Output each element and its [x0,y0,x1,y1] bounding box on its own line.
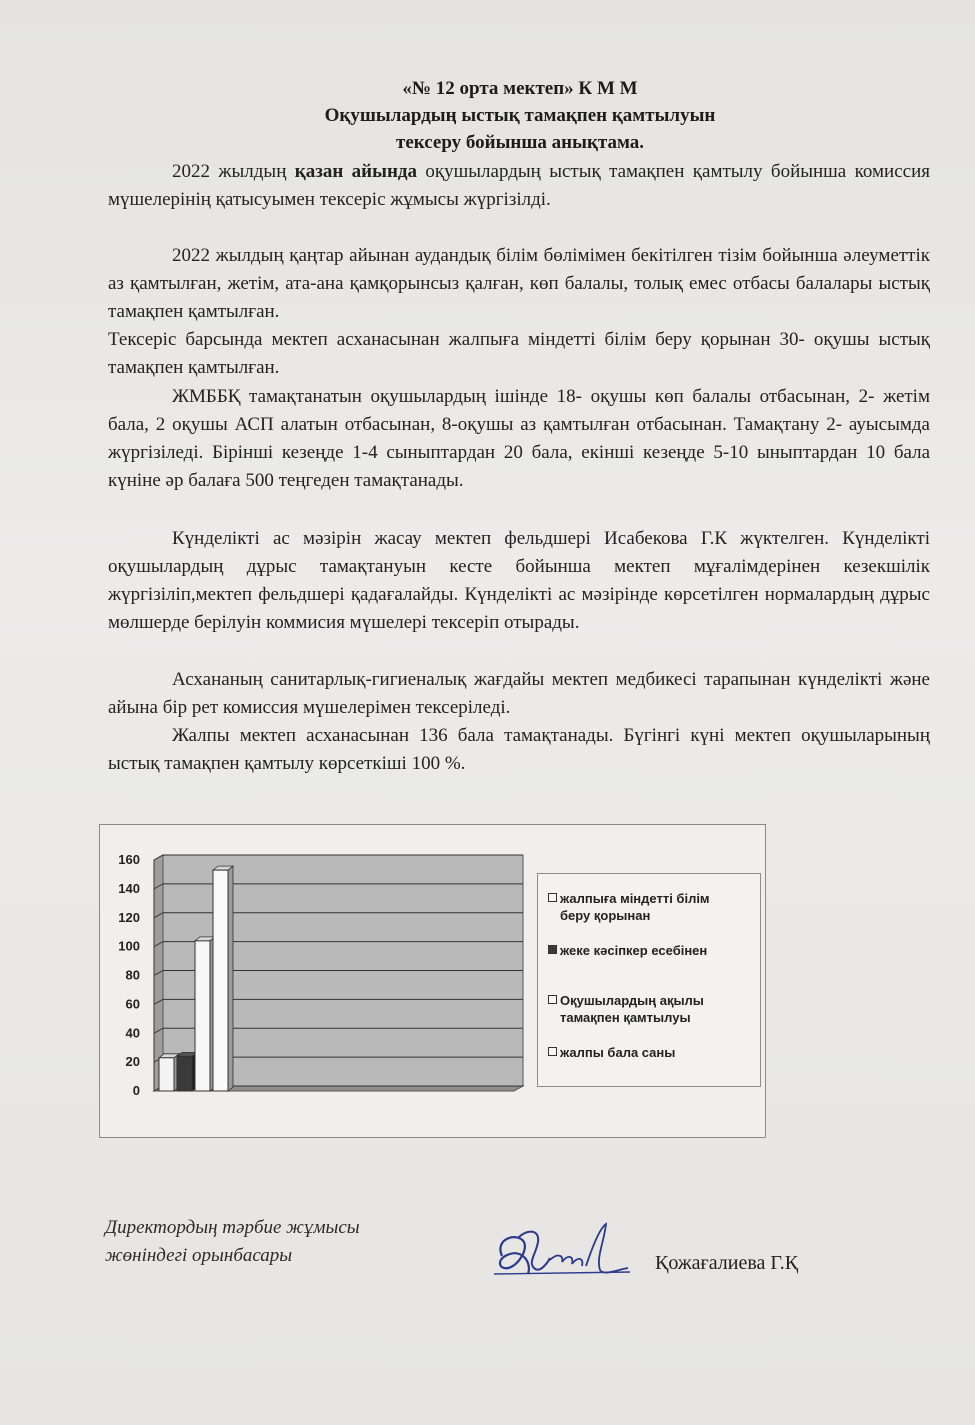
y-tick-label: 20 [125,1054,140,1070]
y-tick-label: 120 [118,909,140,925]
legend-swatch [548,893,557,902]
legend-item-state-fund [548,890,753,924]
legend-swatch [548,1047,557,1056]
bar-side [228,866,233,1091]
signature-role-line1: Директордың тәрбие жұмысы [105,1217,360,1238]
legend-swatch [548,945,557,954]
handwritten-signature [488,1218,638,1288]
bar [159,1058,174,1091]
paragraph-4: ЖМББҚ тамақтанатын оқушылардың ішінде 18- оқушы көп балалы отбасынан, 2- жетім бала, 2 оқушы АСП алатын отбасынан, 8-оқушы аз қамтылған отбасынан. Тамақтану 2- ауысымда жүргізіледі. Бірінші кезеңде 1-4 сыныптардан 20 бала, екінші кезеңде 5-10 ыныптардан 10 бала күніне әр балаға 500 теңгеден тамақтанады. [108,386,930,491]
y-tick-label: 0 [132,1083,140,1098]
legend-label-3a: Оқушылардың ақылы [560,993,704,1008]
legend-item-total [548,1044,753,1061]
legend-label-2: жеке кәсіпкер есебінен [560,943,708,958]
header-subtitle: тексеру бойынша анықтама. [395,132,645,153]
legend-label-4: жалпы бала саны [560,1045,676,1060]
y-tick-label: 40 [125,1025,140,1041]
y-tick-label: 80 [125,967,140,983]
y-tick-label: 100 [118,938,140,954]
y-tick-label: 140 [118,880,140,896]
p1-end: оқушылардың ыстық тамақпен қамтылу бойынша комиссия мүшелерінің қатысуымен тексеріс жұмысы жүргізілді. [108,161,930,210]
bar [195,941,210,1091]
chart-legend [537,873,761,1087]
signature-role-line2: жөніндегі орынбасары [105,1245,293,1266]
y-tick-label: 160 [118,852,140,867]
p1-month: қазан айында [294,161,418,182]
signatory-name: Қожағалиева Г.Қ [655,1252,799,1274]
header-title: Оқушылардың ыстық тамақпен қамтылуын [324,105,716,126]
legend-swatch [548,995,557,1004]
legend-label-3b: тамақпен қамтылуы [560,1010,691,1025]
header-school-name: «№ 12 орта мектеп» К М М [402,78,638,99]
p1-start: 2022 жылдың [172,161,295,182]
legend-label-1b: беру қорынан [560,908,651,923]
legend-label-1a: жалпыға міндетті білім [560,891,710,906]
paragraph-7: Жалпы мектеп асханасынан 136 бала тамақтанады. Бүгінгі күні мектеп оқушыларының ыстық тамақпен қамтылу көрсеткіші 100 %. [108,725,930,774]
bar [213,870,228,1091]
paragraph-2: 2022 жылдың қаңтар айынан аудандық білім бөлімімен бекітілген тізім бойынша әлеуметтік аз қамтылған, жетім, ата-ана қамқорынсыз қалған, көп балалы, толық емес отбасы балалары ыстық тамақпен қамтылған. [108,245,930,322]
legend-item-private [548,942,753,959]
paragraph-1 [108,158,930,214]
paragraph-6: Асхананың санитарлық-гигиеналық жағдайы мектеп медбикесі тарапынан күнделікті және айына бір рет комиссия мүшелерімен тексеріледі. [108,669,930,718]
paragraph-3: Тексеріс барсында мектеп асханасынан жалпыға міндетті білім беру қорынан 30- оқушы ыстық тамақпен қамтылған. [108,329,930,378]
legend-item-paid [548,992,753,1026]
paragraph-5: Күнделікті ас мәзірін жасау мектеп фельдшері Исабекова Г.К жүктелген. Күнделікті оқушылардың дұрыс тамақтануын кесте бойынша мектеп мұғалімдерінен кезекшілік жүргізіліп,мектеп фельдшері қадағалайды. Күнделікті ас мәзірінде көрсетілген нормалардың дұрыс мөлшерде берілуін коммисия мүшелері тексеріп отырады. [108,528,930,633]
y-tick-label: 60 [125,996,140,1012]
bar [177,1056,192,1091]
